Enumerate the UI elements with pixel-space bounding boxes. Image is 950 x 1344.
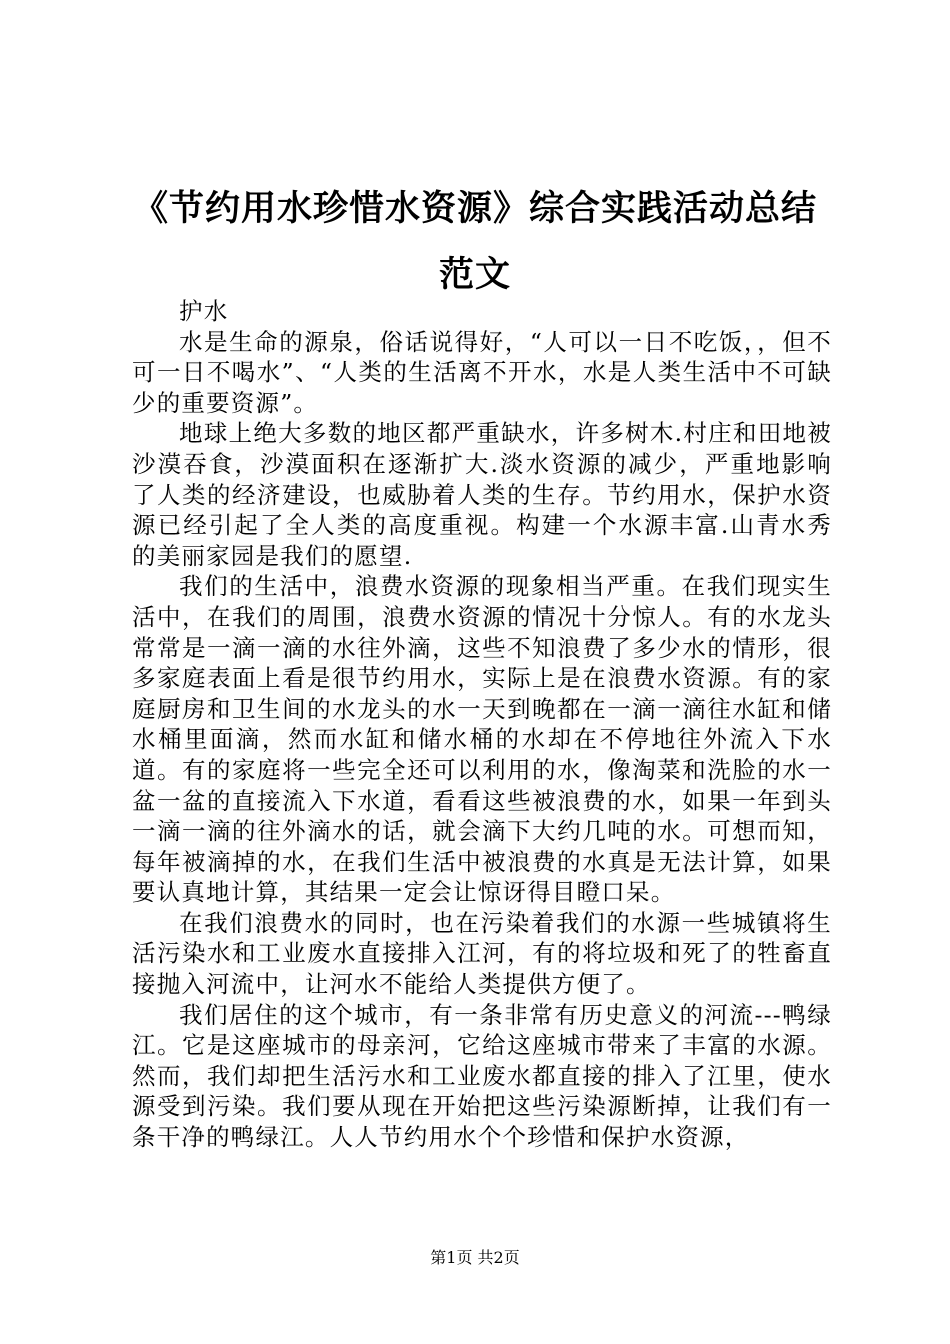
paragraph: 在我们浪费水的同时，也在污染着我们的水源一些城镇将生活污染水和工业废水直接排入江河，有的将垃圾和死了的牲畜直接抛入河流中，让河水不能给人类提供方便了。	[132, 908, 832, 999]
document-title: 《节约用水珍惜水资源》综合实践活动总结范文	[132, 189, 817, 295]
paragraph: 地球上绝大多数的地区都严重缺水，许多树木.村庄和田地被沙漠吞食，沙漠面积在逐渐扩大.淡水资源的减少，严重地影响了人类的经济建设，也威胁着人类的生存。节约用水，保护水资源已经引起了全人类的高度重视。构建一个水源丰富.山青水秀的美丽家园是我们的愿望.	[132, 419, 832, 570]
paragraph: 我们居住的这个城市，有一条非常有历史意义的河流---鸭绿江。它是这座城市的母亲河，它给这座城市带来了丰富的水源。然而，我们却把生活污水和工业废水都直接的排入了江里，使水源受到污染。我们要从现在开始把这些污染源断掉，让我们有一条干净的鸭绿江。人人节约用水个个珍惜和保护水资源，	[132, 1000, 832, 1152]
paragraph: 我们的生活中，浪费水资源的现象相当严重。在我们现实生活中，在我们的周围，浪费水资源的情况十分惊人。有的水龙头常常是一滴一滴的水往外滴，这些不知浪费了多少水的情形，很多家庭表面上看是很节约用水，实际上是在浪费水资源。有的家庭厨房和卫生间的水龙头的水一天到晚都在一滴一滴往水缸和储水桶里面滴，然而水缸和储水桶的水却在不停地往外流入下水道。有的家庭将一些完全还可以利用的水，像淘菜和洗脸的水一盆一盆的直接流入下水道，看看这些被浪费的水，如果一年到头一滴一滴的往外滴水的话，就会滴下大约几吨的水。可想而知，每年被滴掉的水，在我们生活中被浪费的水真是无法计算，如果要认真地计算，其结果一定会让惊讶得目瞪口呆。	[132, 572, 832, 907]
document-body	[132, 296, 832, 1153]
page-number-footer: 第1页 共2页	[430, 1248, 520, 1267]
paragraph: 水是生命的源泉，俗话说得好，“人可以一日不吃饭，，但不可一日不喝水”、“人类的生活离不开水，水是人类生活中不可缺少的重要资源”。	[132, 327, 832, 417]
paragraph-heading: 护水	[179, 297, 229, 325]
